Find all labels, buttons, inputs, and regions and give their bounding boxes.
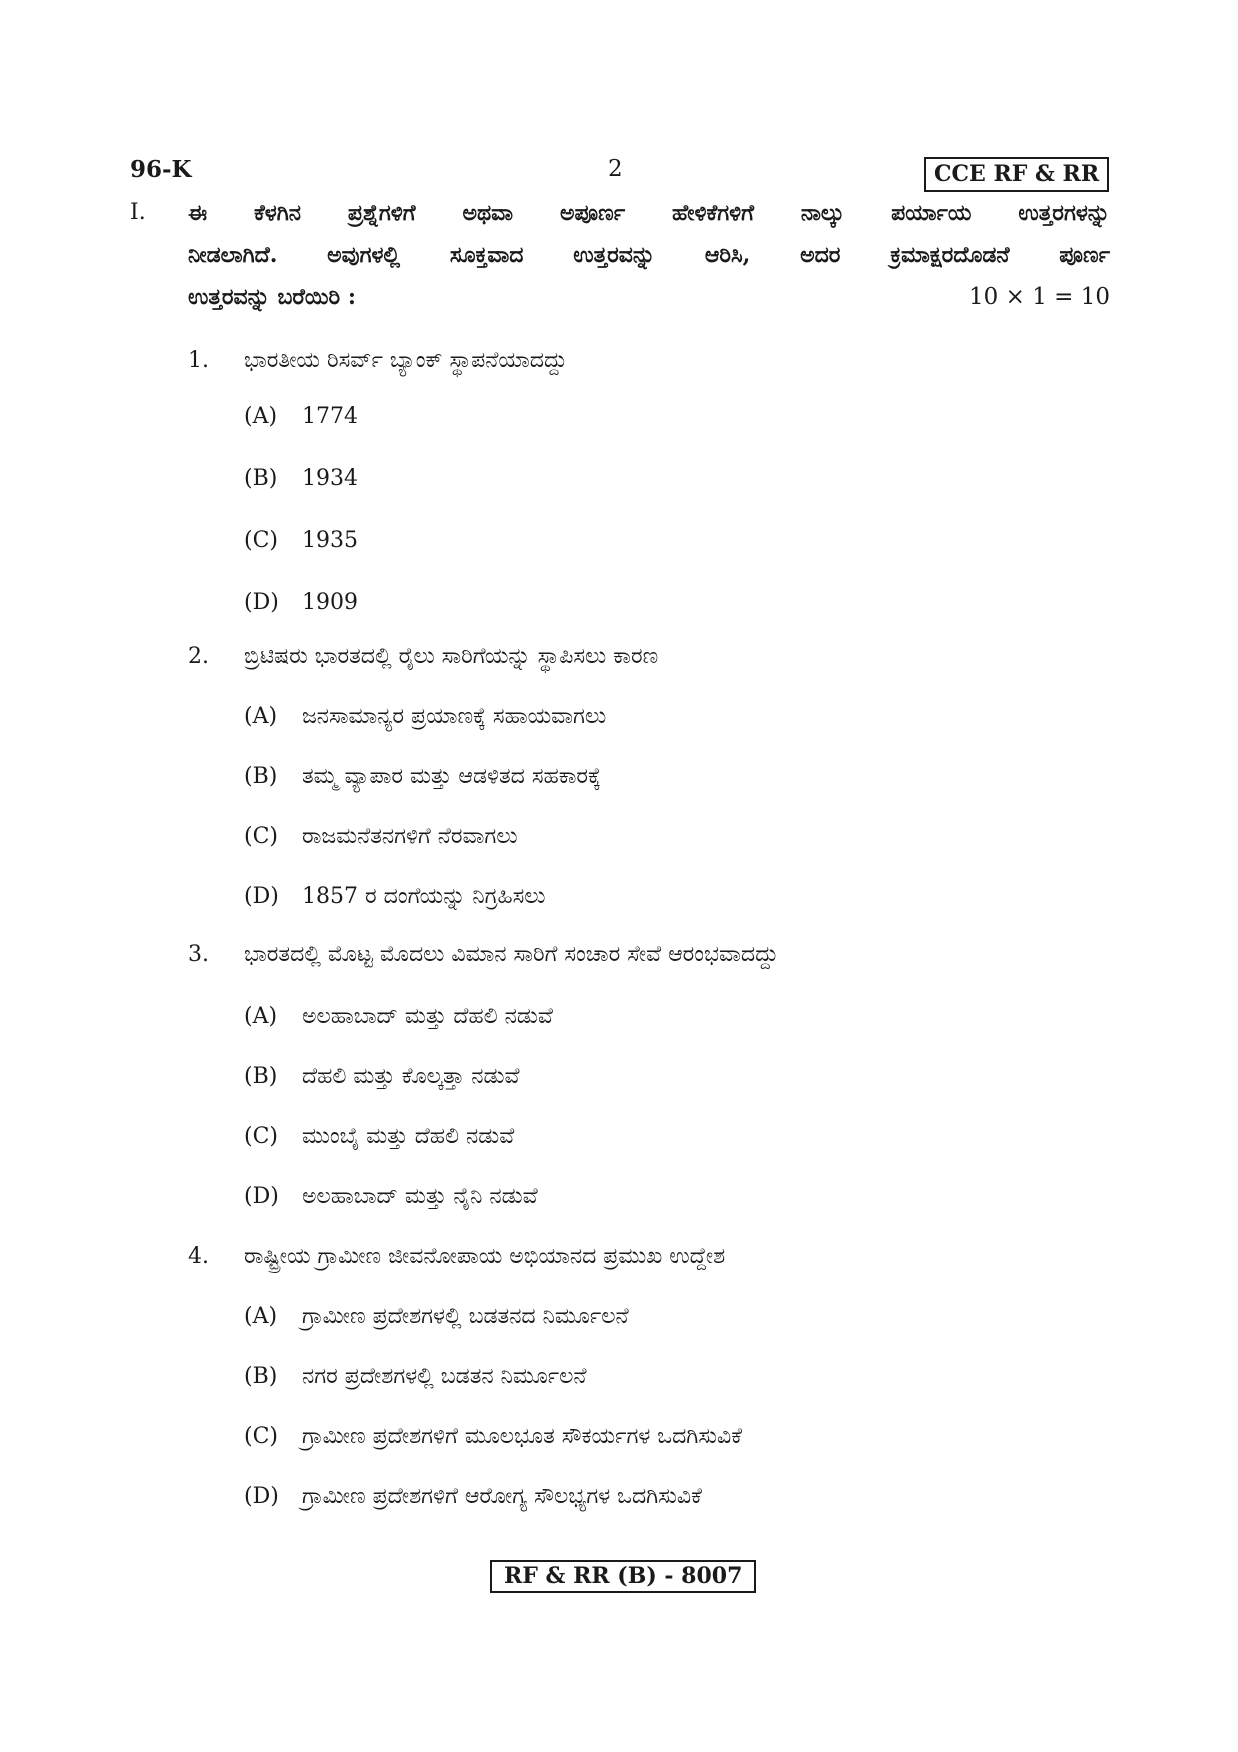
option-label: (C) xyxy=(244,824,278,849)
option-label: (B) xyxy=(244,1364,278,1389)
instruction-line-3: ಉತ್ತರವನ್ನು ಬರೆಯಿರಿ : xyxy=(188,284,356,310)
question-number: 4. xyxy=(188,1244,209,1269)
option-label: (A) xyxy=(244,1004,278,1029)
option-text: ತಮ್ಮ ವ್ಯಾಪಾರ ಮತ್ತು ಆಡಳಿತದ ಸಹಕಾರಕ್ಕೆ xyxy=(302,764,601,789)
option-text: 1935 xyxy=(302,528,358,553)
option-text: ದೆಹಲಿ ಮತ್ತು ಕೊಲ್ಕತ್ತಾ ನಡುವೆ xyxy=(302,1064,520,1089)
series-box: CCE RF & RR xyxy=(924,157,1109,192)
option-label: (C) xyxy=(244,1424,278,1449)
option-label: (C) xyxy=(244,1124,278,1149)
option-label: (C) xyxy=(244,528,278,553)
question-number: 2. xyxy=(188,644,209,669)
option-label: (D) xyxy=(244,1184,279,1209)
option-label: (D) xyxy=(244,1484,279,1509)
option-text: 1774 xyxy=(302,404,358,429)
option-text: ಗ್ರಾಮೀಣ ಪ್ರದೇಶಗಳಿಗೆ ಆರೋಗ್ಯ ಸೌಲಭ್ಯಗಳ ಒದಗಿಸುವಿಕೆ xyxy=(302,1484,702,1509)
option-label: (B) xyxy=(244,1064,278,1089)
instruction-line-2: ನೀಡಲಾಗಿದೆ. ಅವುಗಳಲ್ಲಿ ಸೂಕ್ತವಾದ ಉತ್ತರವನ್ನು ಆರಿಸಿ, ಅದರ ಕ್ರಮಾಕ್ಷರದೊಡನೆ ಪೂರ್ಣ xyxy=(188,242,1110,268)
question-number: 1. xyxy=(188,348,209,373)
option-text: ಮುಂಬೈ ಮತ್ತು ದೆಹಲಿ ನಡುವೆ xyxy=(302,1124,515,1149)
option-text: ಅಲಹಾಬಾದ್ ಮತ್ತು ನೈನಿ ನಡುವೆ xyxy=(302,1184,538,1209)
option-text: ನಗರ ಪ್ರದೇಶಗಳಲ್ಲಿ ಬಡತನ ನಿರ್ಮೂಲನೆ xyxy=(302,1364,587,1389)
option-text: ಜನಸಾಮಾನ್ಯರ ಪ್ರಯಾಣಕ್ಕೆ ಸಹಾಯವಾಗಲು xyxy=(302,704,607,729)
marks-scheme: 10 × 1 = 10 xyxy=(969,284,1110,310)
question-text: ಬ್ರಿಟಿಷರು ಭಾರತದಲ್ಲಿ ರೈಲು ಸಾರಿಗೆಯನ್ನು ಸ್ಥಾಪಿಸಲು ಕಾರಣ xyxy=(244,644,659,669)
option-label: (D) xyxy=(244,884,279,909)
paper-code: 96-K xyxy=(130,156,192,183)
page-number: 2 xyxy=(608,156,623,182)
option-text: ಗ್ರಾಮೀಣ ಪ್ರದೇಶಗಳಿಗೆ ಮೂಲಭೂತ ಸೌಕರ್ಯಗಳ ಒದಗಿಸುವಿಕೆ xyxy=(302,1424,742,1449)
footer-code-box: RF & RR (B) - 8007 xyxy=(490,1560,756,1593)
option-text: 1857 ರ ದಂಗೆಯನ್ನು ನಿಗ್ರಹಿಸಲು xyxy=(302,884,546,909)
section-number: I. xyxy=(130,200,146,225)
instruction-line-1: ಈ ಕೆಳಗಿನ ಪ್ರಶ್ನೆಗಳಿಗೆ ಅಥವಾ ಅಪೂರ್ಣ ಹೇಳಿಕೆಗಳಿಗೆ ನಾಲ್ಕು ಪರ್ಯಾಯ ಉತ್ತರಗಳನ್ನು xyxy=(188,200,1110,226)
question-text: ಭಾರತೀಯ ರಿಸರ್ವ್ ಬ್ಯಾಂಕ್ ಸ್ಥಾಪನೆಯಾದದ್ದು xyxy=(244,348,568,373)
option-label: (A) xyxy=(244,704,278,729)
option-text: 1909 xyxy=(302,590,358,615)
question-text: ರಾಷ್ಟ್ರೀಯ ಗ್ರಾಮೀಣ ಜೀವನೋಪಾಯ ಅಭಿಯಾನದ ಪ್ರಮುಖ ಉದ್ದೇಶ xyxy=(244,1244,726,1269)
option-text: ಅಲಹಾಬಾದ್ ಮತ್ತು ದೆಹಲಿ ನಡುವೆ xyxy=(302,1004,553,1029)
question-number: 3. xyxy=(188,942,209,967)
option-label: (D) xyxy=(244,590,279,615)
option-text: ಗ್ರಾಮೀಣ ಪ್ರದೇಶಗಳಲ್ಲಿ ಬಡತನದ ನಿರ್ಮೂಲನೆ xyxy=(302,1304,629,1329)
option-text: ರಾಜಮನೆತನಗಳಿಗೆ ನೆರವಾಗಲು xyxy=(302,824,518,849)
option-label: (B) xyxy=(244,764,278,789)
question-text: ಭಾರತದಲ್ಲಿ ಮೊಟ್ಟ ಮೊದಲು ವಿಮಾನ ಸಾರಿಗೆ ಸಂಚಾರ ಸೇವೆ ಆರಂಭವಾದದ್ದು xyxy=(244,942,779,967)
option-label: (A) xyxy=(244,404,278,429)
option-label: (A) xyxy=(244,1304,278,1329)
option-text: 1934 xyxy=(302,466,358,491)
option-label: (B) xyxy=(244,466,278,491)
